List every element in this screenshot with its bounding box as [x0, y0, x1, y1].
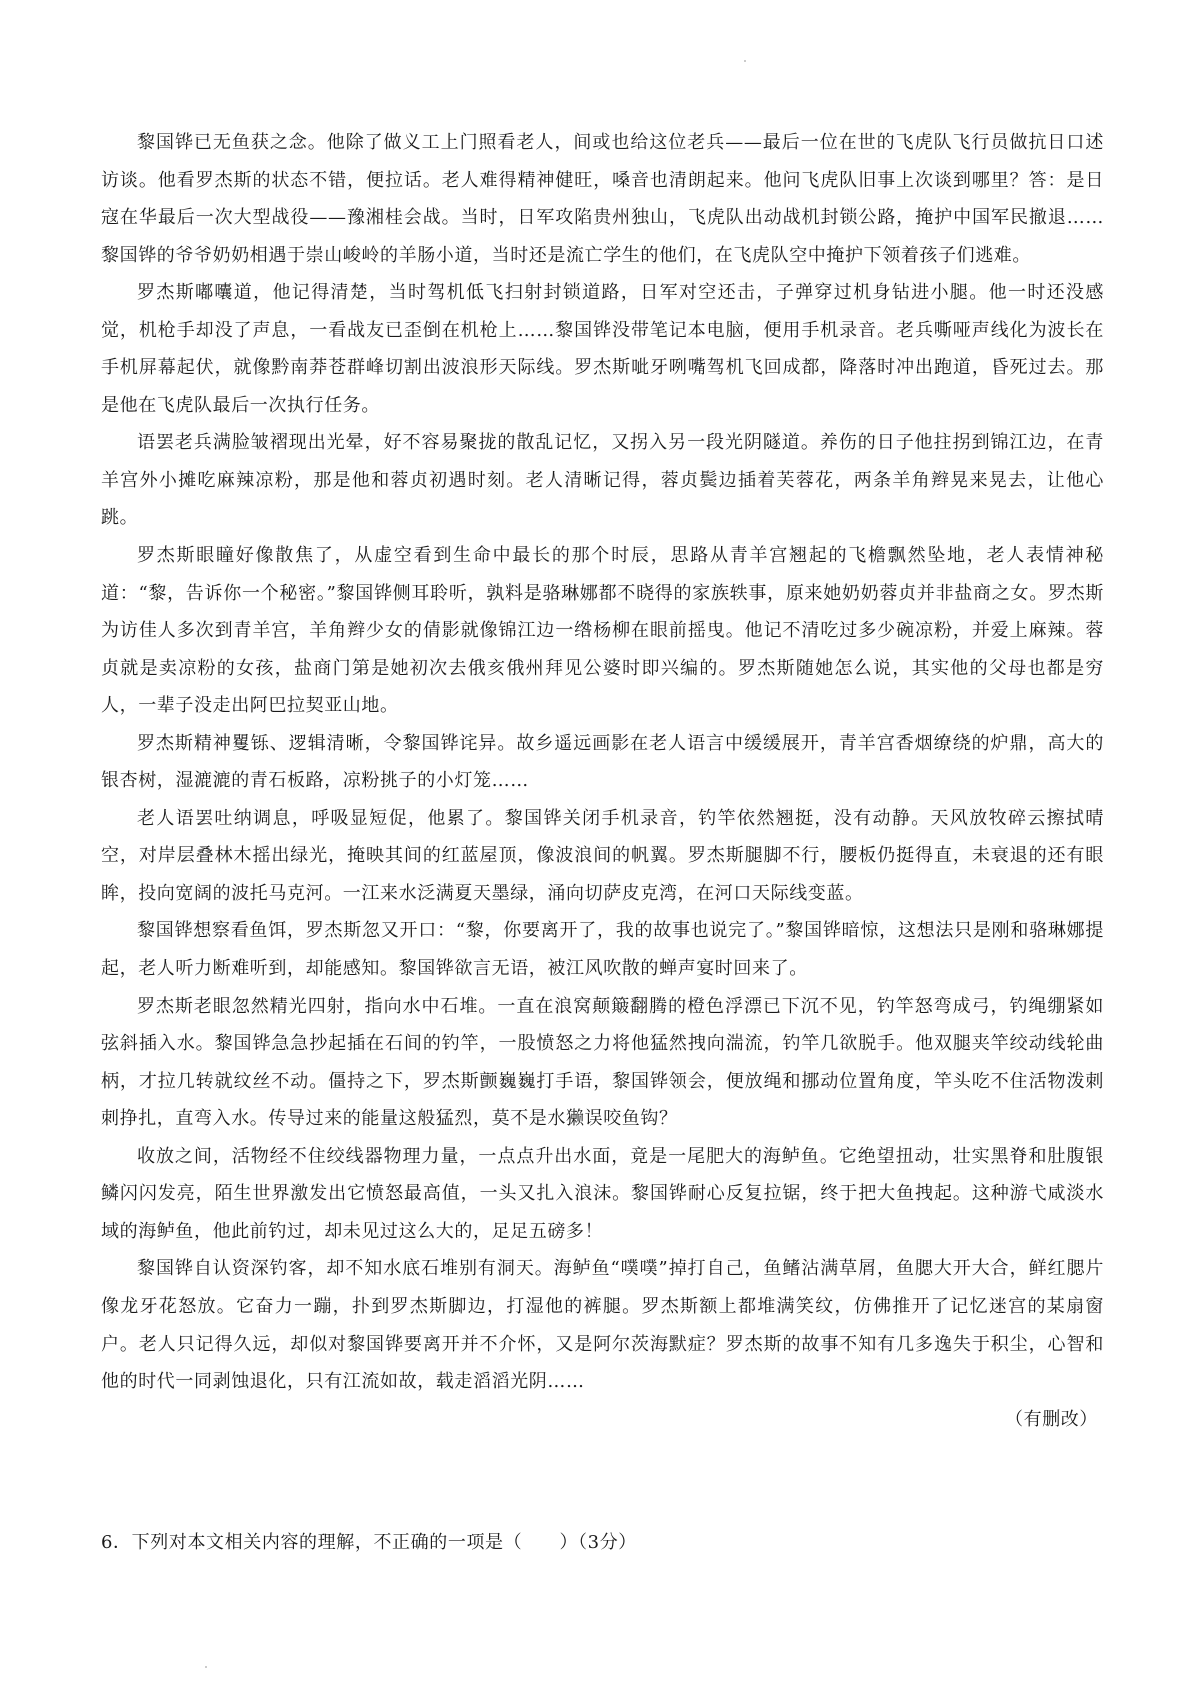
- passage-paragraph: 老人语罢吐纳调息，呼吸显短促，他累了。黎国铧关闭手机录音，钓竿依然翘挺，没有动静。天风放牧碎云擦拭晴空，对岸层叠林木摇出绿光，掩映其间的红蓝屋顶，像波浪间的帆翼。罗杰斯腿脚不行，腰板仍挺得直，未衰退的还有眼眸，投向宽阔的波托马克河。一江来水泛满夏天墨绿，涌向切萨皮克湾，在河口天际线变蓝。: [101, 807, 1104, 904]
- passage-paragraph: 收放之间，活物经不住绞线器物理力量，一点点升出水面，竟是一尾肥大的海鲈鱼。它绝望扭动，壮实黑脊和肚腹银鳞闪闪发亮，陌生世界激发出它愤怒最高值，一头又扎入浪沫。黎国铧耐心反复拉锯，终于把大鱼拽起。这种游弋咸淡水域的海鲈鱼，他此前钓过，却未见过这么大的，足足五磅多！: [101, 1145, 1104, 1242]
- scan-speck: [205, 1666, 207, 1668]
- passage-paragraph: 罗杰斯老眼忽然精光四射，指向水中石堆。一直在浪窝颠簸翻腾的橙色浮漂已下沉不见，钓竿怒弯成弓，钓绳绷紧如弦斜插入水。黎国铧急急抄起插在石间的钓竿，一股愤怒之力将他猛然拽向湍流，钓竿几欲脱手。他双腿夹竿绞动线轮曲柄，才拉几转就纹丝不动。僵持之下，罗杰斯颤巍巍打手语，黎国铧领会，便放绳和挪动位置角度，竿头吃不住活物泼刺刺挣扎，直弯入水。传导过来的能量这般猛烈，莫不是水獭误咬鱼钩？: [101, 995, 1104, 1130]
- passage-paragraph: 语罢老兵满脸皱褶现出光晕，好不容易聚拢的散乱记忆，又拐入另一段光阴隧道。养伤的日子他拄拐到锦江边，在青羊宫外小摊吃麻辣凉粉，那是他和蓉贞初遇时刻。老人清晰记得，蓉贞鬓边插着芙蓉花，两条羊角辫晃来晃去，让他心跳。: [101, 432, 1104, 529]
- reading-passage: [101, 124, 1104, 1438]
- source-note: （有删改）: [1005, 1408, 1098, 1430]
- passage-paragraph: 罗杰斯眼瞳好像散焦了，从虚空看到生命中最长的那个时辰，思路从青羊宫翘起的飞檐飘然坠地，老人表情神秘道：“黎，告诉你一个秘密。”黎国铧侧耳聆听，孰料是骆琳娜都不晓得的家族轶事，原来她奶奶蓉贞并非盐商之女。罗杰斯为访佳人多次到青羊宫，羊角辫少女的倩影就像锦江边一绺杨柳在眼前摇曳。他记不清吃过多少碗凉粉，并爱上麻辣。蓉贞就是卖凉粉的女孩，盐商门第是她初次去俄亥俄州拜见公婆时即兴编的。罗杰斯随她怎么说，其实他的父母也都是穷人，一辈子没走出阿巴拉契亚山地。: [101, 545, 1104, 717]
- question-6: [101, 1528, 637, 1554]
- passage-paragraph: 罗杰斯嘟囔道，他记得清楚，当时驾机低飞扫射封锁道路，日军对空还击，子弹穿过机身钻进小腿。他一时还没感觉，机枪手却没了声息，一看战友已歪倒在机枪上……黎国铧没带笔记本电脑，便用手机录音。老兵嘶哑声线化为波长在手机屏幕起伏，就像黔南莽苍群峰切割出波浪形天际线。罗杰斯呲牙咧嘴驾机飞回成都，降落时冲出跑道，昏死过去。那是他在飞虎队最后一次执行任务。: [101, 282, 1104, 416]
- scan-speck: [744, 60, 746, 62]
- passage-paragraph: 黎国铧想察看鱼饵，罗杰斯忽又开口：“黎，你要离开了，我的故事也说完了。”黎国铧暗惊，这想法只是刚和骆琳娜提起，老人听力断难听到，却能感知。黎国铧欲言无语，被江风吹散的蝉声宴时回来了。: [101, 920, 1104, 980]
- question-number: 6．: [101, 1532, 132, 1553]
- passage-paragraph: 罗杰斯精神矍铄、逻辑清晰，令黎国铧诧异。故乡遥远画影在老人语言中缓缓展开，青羊宫香烟缭绕的炉鼎，高大的银杏树，湿漉漉的青石板路，凉粉挑子的小灯笼……: [101, 732, 1104, 792]
- question-stem: 下列对本文相关内容的理解，不正确的一项是（ ）（3分）: [131, 1532, 637, 1553]
- passage-paragraph: 黎国铧自认资深钓客，却不知水底石堆别有洞天。海鲈鱼“噗噗”掉打自己，鱼鳍沾满草屑，鱼腮大开大合，鲜红腮片像龙牙花怒放。它奋力一蹦，扑到罗杰斯脚边，打湿他的裤腿。罗杰斯额上都堆满笑纹，仿佛推开了记忆迷宫的某扇窗户。老人只记得久远，却似对黎国铧要离开并不介怀，又是阿尔茨海默症？罗杰斯的故事不知有几多逸失于积尘，心智和他的时代一同剥蚀退化，只有江流如故，载走滔滔光阴……: [101, 1258, 1104, 1393]
- passage-paragraph: 黎国铧已无鱼获之念。他除了做义工上门照看老人，间或也给这位老兵——最后一位在世的飞虎队飞行员做抗日口述访谈。他看罗杰斯的状态不错，便拉话。老人难得精神健旺，嗓音也清朗起来。他问飞虎队旧事上次谈到哪里？答：是日寇在华最后一次大型战役——豫湘桂会战。当时，日军攻陷贵州独山，飞虎队出动战机封锁公路，掩护中国军民撤退……黎国铧的爷爷奶奶相遇于崇山峻岭的羊肠小道，当时还是流亡学生的他们，在飞虎队空中掩护下领着孩子们逃难。: [101, 132, 1104, 266]
